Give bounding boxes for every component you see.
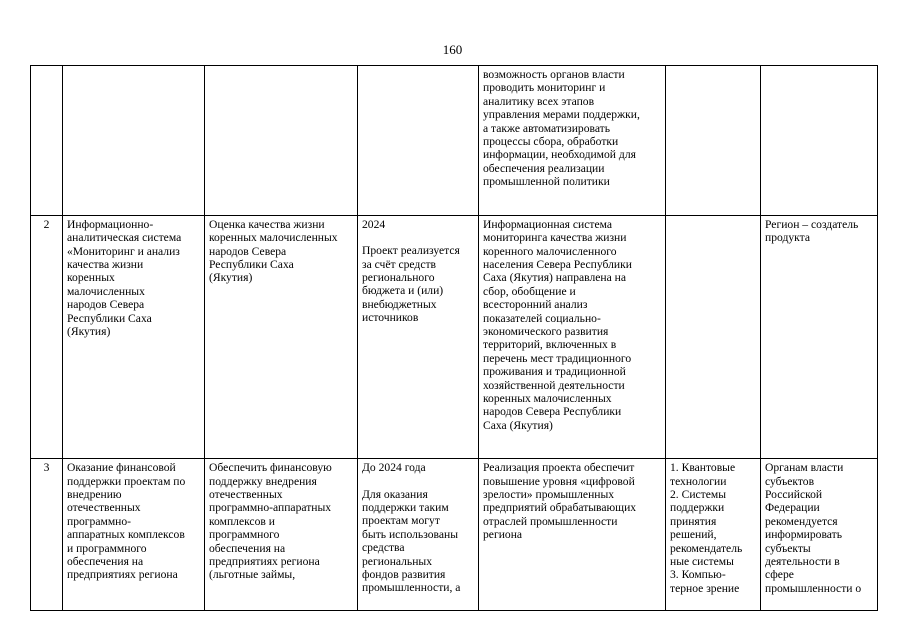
- table-row: [31, 66, 878, 216]
- project-notes-cell: Органам власти субъектов Российской Федерации рекомендуется информировать субъекты деятельности в сфере промышленности о: [761, 459, 878, 611]
- project-name-cell: Оказание финансовой поддержки проектам по внедрению отечественных программно- аппаратных комплексов и программного обеспечения на предприятиях региона: [63, 459, 205, 611]
- project-goal-cell: [205, 66, 358, 216]
- project-name-cell: [63, 66, 205, 216]
- row-number-cell: 3: [31, 459, 63, 611]
- project-goal-cell: Оценка качества жизни коренных малочисленных народов Севера Республики Саха (Якутия): [205, 215, 358, 458]
- project-notes-cell: [761, 66, 878, 216]
- project-description-cell: Реализация проекта обеспечит повышение уровня «цифровой зрелости» промышленных предприятий обрабатывающих отраслей промышленности региона: [479, 459, 666, 611]
- project-description-cell: Информационная система мониторинга качества жизни коренного малочисленного населения Севера Республики Саха (Якутия) направлена на сбор, обобщение и всесторонний анализ показателей социально- экономического развития территорий, включенных в перечень мест традиционного проживания и традиционной хозяйственной деятельности коренных малочисленных народов Севера Республики Саха (Якутия): [479, 215, 666, 458]
- project-goal-cell: Обеспечить финансовую поддержку внедрения отечественных программно-аппаратных комплексов и программного обеспечения на предприятиях региона (льготные займы,: [205, 459, 358, 611]
- table-row: [31, 459, 878, 611]
- row-number-cell: 2: [31, 215, 63, 458]
- project-term-cell: До 2024 года Для оказания поддержки таким проектам могут быть использованы средства региональных фондов развития промышленности, а: [358, 459, 479, 611]
- project-name-cell: Информационно- аналитическая система «Мониторинг и анализ качества жизни коренных малочисленных народов Севера Республики Саха (Якутия): [63, 215, 205, 458]
- page-number: 160: [442, 42, 463, 57]
- project-technologies-cell: [666, 215, 761, 458]
- project-technologies-cell: [666, 66, 761, 216]
- project-term-cell: [358, 66, 479, 216]
- projects-table: [30, 65, 878, 611]
- project-term-cell: 2024 Проект реализуется за счёт средств регионального бюджета и (или) внебюджетных источников: [358, 215, 479, 458]
- table-row: [31, 215, 878, 458]
- project-technologies-cell: 1. Квантовые технологии 2. Системы поддержки принятия решений, рекомендатель ные системы 3. Компью- терное зрение: [666, 459, 761, 611]
- row-number-cell: [31, 66, 63, 216]
- project-description-cell: возможность органов власти проводить мониторинг и аналитику всех этапов управления мерами поддержки, а также автоматизировать процессы сбора, обработки информации, необходимой для обеспечения реализации промышленной политики: [479, 66, 666, 216]
- project-notes-cell: Регион – создатель продукта: [761, 215, 878, 458]
